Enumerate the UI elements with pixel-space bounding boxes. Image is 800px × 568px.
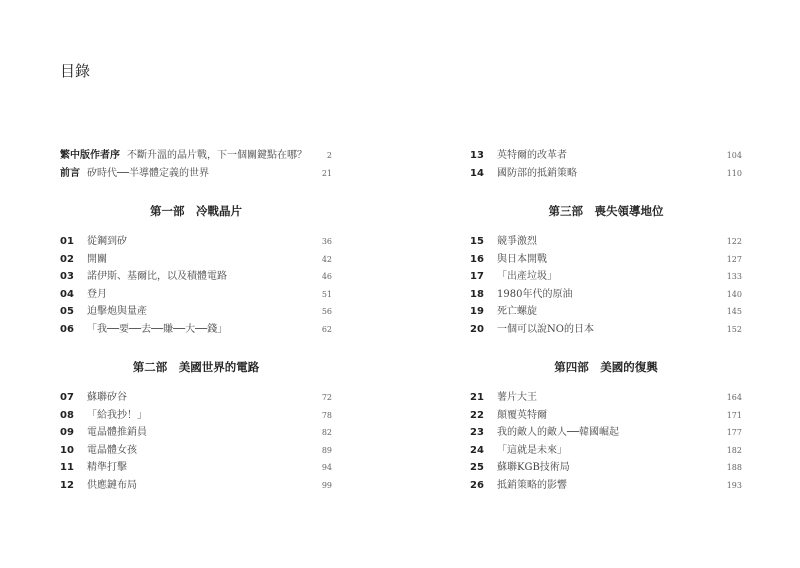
chapter-number: 15 xyxy=(470,236,484,247)
chapter-number: 10 xyxy=(60,444,74,456)
chapter-page: 46 xyxy=(321,272,332,281)
chapter-page: 110 xyxy=(726,168,742,178)
part-heading[interactable]: 第二部 美國世界的電路 xyxy=(132,360,260,374)
chapter-entry[interactable] xyxy=(470,251,742,269)
chapter-page: 72 xyxy=(321,393,332,402)
chapter-entry[interactable] xyxy=(60,286,332,304)
chapter-title: 登月 xyxy=(87,288,107,300)
chapter-title: 迫擊炮與量產 xyxy=(87,306,147,317)
chapter-title: 我的敵人的敵人──韓國崛起 xyxy=(497,427,620,438)
chapter-title: 死亡螺旋 xyxy=(497,306,537,317)
chapter-number: 06 xyxy=(60,323,74,335)
chapter-entry[interactable] xyxy=(60,442,332,460)
chapter-page: 193 xyxy=(726,480,742,490)
chapter-page: 104 xyxy=(726,151,742,160)
part-heading[interactable]: 第一部 冷戰晶片 xyxy=(150,204,242,218)
chapter-entry[interactable] xyxy=(60,303,332,321)
chapter-number: 13 xyxy=(470,150,484,161)
chapter-title: 「出產垃圾」 xyxy=(497,271,557,282)
entry-label: 前言 xyxy=(60,167,80,179)
chapter-title: 一個可以說NO的日本 xyxy=(497,323,594,335)
chapter-number: 26 xyxy=(470,479,484,491)
chapter-entry[interactable] xyxy=(470,407,742,425)
chapter-page: 188 xyxy=(726,463,742,472)
chapter-number: 18 xyxy=(470,288,484,300)
chapter-number: 08 xyxy=(60,409,74,421)
chapter-entry[interactable] xyxy=(470,303,742,321)
chapter-page: 182 xyxy=(726,445,742,455)
chapter-title: 供應鏈布局 xyxy=(87,479,137,491)
front-matter-entry[interactable] xyxy=(60,165,332,183)
chapter-page: 145 xyxy=(726,307,742,316)
entry-title: 矽時代──半導體定義的世界 xyxy=(87,167,210,179)
chapter-title: 蘇聯矽谷 xyxy=(87,392,127,403)
chapter-entry[interactable] xyxy=(60,268,332,286)
chapter-page: 122 xyxy=(726,237,742,246)
part-heading[interactable]: 第四部 美國的復興 xyxy=(554,360,658,374)
part-heading[interactable]: 第三部 喪失領導地位 xyxy=(548,204,664,218)
chapter-page: 51 xyxy=(321,289,332,299)
chapter-number: 21 xyxy=(470,392,484,403)
chapter-entry[interactable] xyxy=(470,321,742,339)
chapter-entry[interactable] xyxy=(60,389,332,407)
entry-page: 21 xyxy=(321,168,332,178)
chapter-page: 42 xyxy=(321,254,332,264)
chapter-title: 抵銷策略的影響 xyxy=(497,479,567,491)
chapter-title: 競爭激烈 xyxy=(497,236,537,247)
chapter-number: 17 xyxy=(470,271,484,282)
chapter-entry[interactable] xyxy=(470,233,742,251)
chapter-entry[interactable] xyxy=(60,233,332,251)
chapter-number: 12 xyxy=(60,479,74,491)
chapter-entry[interactable] xyxy=(60,251,332,269)
chapter-page: 36 xyxy=(321,237,332,246)
chapter-title: 開關 xyxy=(87,253,107,265)
chapter-entry[interactable] xyxy=(60,407,332,425)
chapter-entry[interactable] xyxy=(60,321,332,339)
chapter-title: 「我──要──去──賺──大──錢」 xyxy=(87,323,228,335)
chapter-title: 諾伊斯、基爾比，以及積體電路 xyxy=(87,271,227,282)
chapter-number: 16 xyxy=(470,253,484,265)
chapter-page: 94 xyxy=(321,463,332,472)
entry-page: 2 xyxy=(326,151,332,160)
chapter-title: 電晶體女孩 xyxy=(87,444,137,456)
chapter-number: 07 xyxy=(60,392,74,403)
chapter-page: 177 xyxy=(726,428,742,437)
chapter-number: 03 xyxy=(60,271,74,282)
front-matter-entry[interactable] xyxy=(60,147,332,165)
chapter-number: 24 xyxy=(470,444,484,456)
chapter-title: 英特爾的改革者 xyxy=(497,150,567,161)
chapter-number: 19 xyxy=(470,306,484,317)
entry-label: 繁中版作者序 xyxy=(60,150,120,161)
chapter-page: 140 xyxy=(726,289,742,299)
toc-right-column xyxy=(470,147,742,494)
chapter-number: 22 xyxy=(470,409,484,421)
chapter-title: 1980年代的原油 xyxy=(497,288,573,300)
chapter-number: 23 xyxy=(470,427,484,438)
chapter-entry[interactable] xyxy=(470,286,742,304)
chapter-entry[interactable] xyxy=(470,459,742,477)
chapter-title: 「給我抄！」 xyxy=(87,409,147,421)
chapter-entry[interactable] xyxy=(470,477,742,495)
chapter-title: 「這就是未來」 xyxy=(497,444,567,456)
chapter-page: 82 xyxy=(321,428,332,437)
chapter-entry[interactable] xyxy=(60,424,332,442)
toc-left-column xyxy=(60,147,332,494)
chapter-entry[interactable] xyxy=(470,442,742,460)
chapter-page: 56 xyxy=(321,307,332,316)
chapter-number: 20 xyxy=(470,323,484,335)
chapter-number: 25 xyxy=(470,462,484,473)
chapter-page: 133 xyxy=(726,272,742,281)
chapter-number: 05 xyxy=(60,306,74,317)
page-title: 目錄 xyxy=(60,62,91,80)
chapter-entry[interactable] xyxy=(470,268,742,286)
chapter-page: 127 xyxy=(726,254,742,264)
chapter-page: 152 xyxy=(726,324,742,334)
chapter-entry[interactable] xyxy=(470,165,742,183)
chapter-title: 從鋼到矽 xyxy=(87,236,127,247)
chapter-entry[interactable] xyxy=(60,477,332,495)
chapter-title: 電晶體推銷員 xyxy=(87,427,147,438)
chapter-entry[interactable] xyxy=(470,147,742,165)
chapter-page: 62 xyxy=(321,324,332,334)
chapter-number: 09 xyxy=(60,427,74,438)
chapter-entry[interactable] xyxy=(470,389,742,407)
chapter-page: 164 xyxy=(726,393,742,402)
chapter-entry[interactable] xyxy=(60,459,332,477)
chapter-title: 精準打擊 xyxy=(87,462,127,473)
chapter-title: 蘇聯KGB技術局 xyxy=(497,462,570,473)
chapter-page: 171 xyxy=(726,410,742,420)
chapter-title: 薯片大王 xyxy=(497,392,537,403)
chapter-page: 89 xyxy=(321,445,332,455)
chapter-title: 顛覆英特爾 xyxy=(497,409,547,421)
chapter-title: 國防部的抵銷策略 xyxy=(497,167,577,179)
chapter-page: 99 xyxy=(321,480,332,490)
chapter-number: 04 xyxy=(60,288,74,300)
entry-title: 不斷升溫的晶片戰，下一個關鍵點在哪？ xyxy=(127,150,307,161)
chapter-number: 11 xyxy=(60,462,74,473)
chapter-number: 14 xyxy=(470,167,484,179)
chapter-title: 與日本開戰 xyxy=(497,253,547,265)
chapter-number: 02 xyxy=(60,253,74,265)
chapter-page: 78 xyxy=(321,410,332,420)
chapter-number: 01 xyxy=(60,236,74,247)
chapter-entry[interactable] xyxy=(470,424,742,442)
